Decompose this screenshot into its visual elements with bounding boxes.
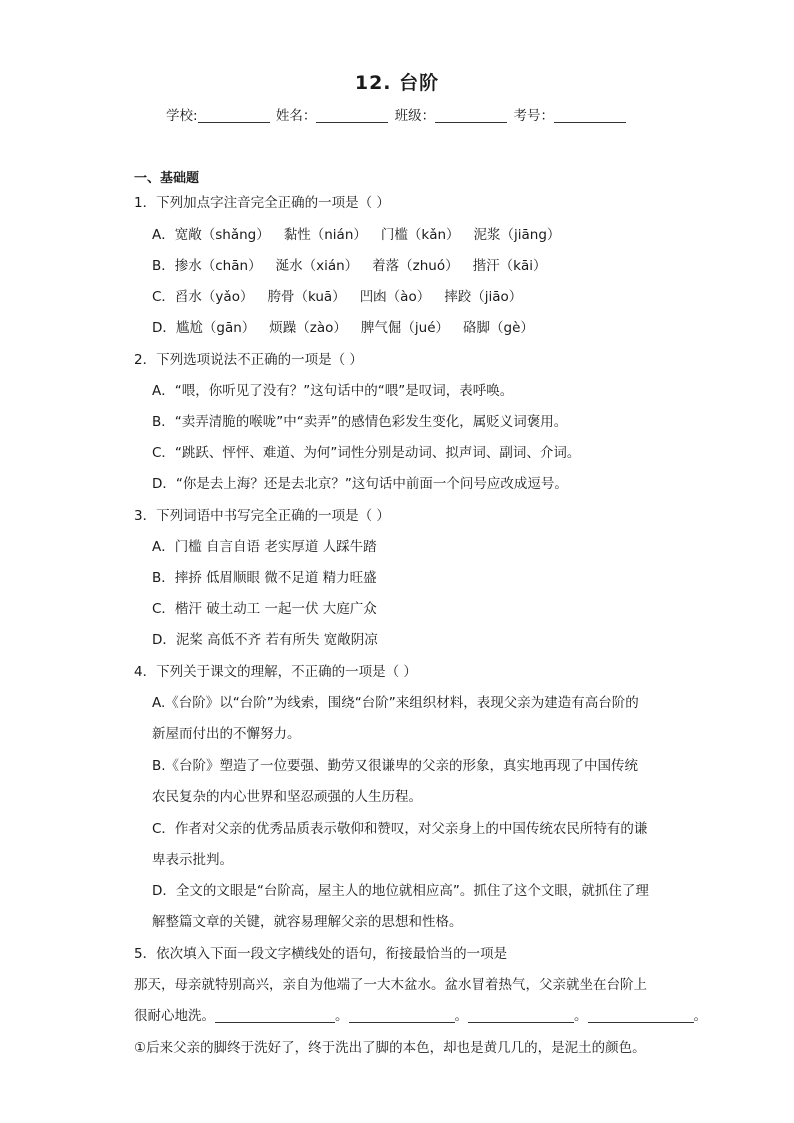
- fill-blank-4[interactable]: [588, 1008, 694, 1023]
- option-word: D．尴尬（gān）: [152, 320, 256, 336]
- exam-number-label: 考号：: [513, 108, 554, 124]
- option-word: 硌脚（gè）: [463, 320, 534, 336]
- fill-blank-3[interactable]: [468, 1008, 574, 1023]
- question-3-option-d[interactable]: D．泥桨 高低不齐 若有所失 宽敞阴凉: [152, 632, 378, 648]
- question-2-option-c[interactable]: C．“跳跃、怦怦、难道、为何”词性分别是动词、拟声词、副词、介词。: [152, 445, 581, 461]
- option-word: 黏性（nián）: [283, 227, 367, 243]
- option-word: 着落（zhuó）: [372, 258, 459, 274]
- question-2-stem: 2．下列选项说法不正确的一项是（ ）: [134, 352, 363, 368]
- option-word: C．舀水（yǎo）: [152, 289, 254, 305]
- question-1-option-b[interactable]: [152, 254, 560, 274]
- question-3-option-b[interactable]: B．摔挢 低眉顺眼 微不足道 精力旺盛: [152, 570, 377, 586]
- option-word: B．掺水（chān）: [152, 258, 262, 274]
- fill-blank-2[interactable]: [349, 1008, 455, 1023]
- question-5-stem: 5．依次填入下面一段文字横线处的语句，衔接最恰当的一项是: [134, 946, 508, 962]
- section-heading: 一、基础题: [134, 171, 200, 186]
- question-4-option-c-line1[interactable]: C．作者对父亲的优秀品质表示敬仰和赞叹，对父亲身上的中国传统农民所特有的谦: [152, 821, 648, 837]
- option-word: 涎水（xián）: [275, 258, 359, 274]
- question-4-option-b-line2: 农民复杂的内心世界和坚忍顽强的人生历程。: [152, 789, 422, 805]
- question-5-option-1[interactable]: ①后来父亲的脚终于洗好了，终于洗出了脚的本色，却也是黄几几的，是泥土的颜色。: [134, 1040, 646, 1056]
- option-word: 摔跤（jiāo）: [444, 289, 523, 305]
- question-5-passage-line2: [134, 1004, 707, 1024]
- option-word: A．宽敞（shǎng）: [152, 227, 270, 243]
- page-title: 12. 台阶: [354, 72, 440, 94]
- question-4-option-a-line2: 新屋而付出的不懈努力。: [152, 726, 301, 742]
- question-3-option-a[interactable]: A．门槛 自言自语 老实厚道 人踩牛踏: [152, 539, 377, 555]
- period-mark: 。: [574, 1008, 588, 1024]
- option-word: 泥浆（jiāng）: [473, 227, 561, 243]
- school-blank[interactable]: [198, 108, 270, 123]
- option-word: 脾气倔（jué）: [360, 320, 450, 336]
- option-word: 胯骨（kuā）: [267, 289, 346, 305]
- question-2-option-d[interactable]: D．“你是去上海？还是去北京？”这句话中前面一个问号应改成逗号。: [152, 476, 568, 492]
- question-4-option-a-line1[interactable]: A.《台阶》以“台阶”为线索，围绕“台阶”来组织材料，表现父亲为建造有高台阶的: [152, 695, 639, 711]
- question-4-option-b-line1[interactable]: B.《台阶》塑造了一位要强、勤劳又很谦卑的父亲的形象，真实地再现了中国传统: [152, 758, 639, 774]
- question-3-stem: 3．下列词语中书写完全正确的一项是（ ）: [134, 508, 390, 524]
- question-4-option-c-line2: 卑表示批判。: [152, 852, 233, 868]
- option-word: 门槛（kǎn）: [380, 227, 460, 243]
- question-5-passage-line1: 那天，母亲就特别高兴，亲自为他端了一大木盆水。盆水冒着热气，父亲就坐在台阶上: [134, 977, 647, 993]
- option-word: 烦躁（zào）: [269, 320, 347, 336]
- question-1-option-c[interactable]: [152, 285, 536, 305]
- class-blank[interactable]: [435, 108, 507, 123]
- question-1-stem: 1．下列加点字注音完全正确的一项是（ ）: [134, 195, 390, 211]
- question-2-option-b[interactable]: B．“卖弄清脆的喉咙”中“卖弄”的感情色彩发生变化，属贬义词褒用。: [152, 414, 568, 430]
- option-word: 揩汗（kāi）: [472, 258, 547, 274]
- question-1-option-a[interactable]: [152, 223, 574, 243]
- question-1-option-d[interactable]: [152, 316, 548, 336]
- period-mark: 。: [454, 1008, 468, 1024]
- student-info-row: [0, 104, 794, 124]
- passage-text: 很耐心地洗。: [134, 1008, 215, 1024]
- exam-number-blank[interactable]: [554, 108, 626, 123]
- question-3-option-c[interactable]: C．楷汗 破土动工 一起一伏 大庭广众: [152, 601, 377, 617]
- period-mark: 。: [693, 1008, 707, 1024]
- option-word: 凹凼（ào）: [359, 289, 431, 305]
- question-4-option-d-line1[interactable]: D．全文的文眼是“台阶高，屋主人的地位就相应高”。抓住了这个文眼，就抓住了理: [152, 883, 649, 899]
- period-mark: 。: [335, 1008, 349, 1024]
- school-label: 学校:: [166, 108, 198, 124]
- question-4-stem: 4．下列关于课文的理解，不正确的一项是（ ）: [134, 664, 417, 680]
- question-2-option-a[interactable]: A．“喂，你听见了没有？”这句话中的“喂”是叹词，表呼唤。: [152, 383, 514, 399]
- class-label: 班级：: [394, 108, 436, 124]
- name-blank[interactable]: [316, 108, 388, 123]
- question-4-option-d-line2: 解整篇文章的关键，就容易理解父亲的思想和性格。: [152, 914, 463, 930]
- fill-blank-1[interactable]: [215, 1008, 335, 1023]
- name-label: 姓名：: [275, 108, 317, 124]
